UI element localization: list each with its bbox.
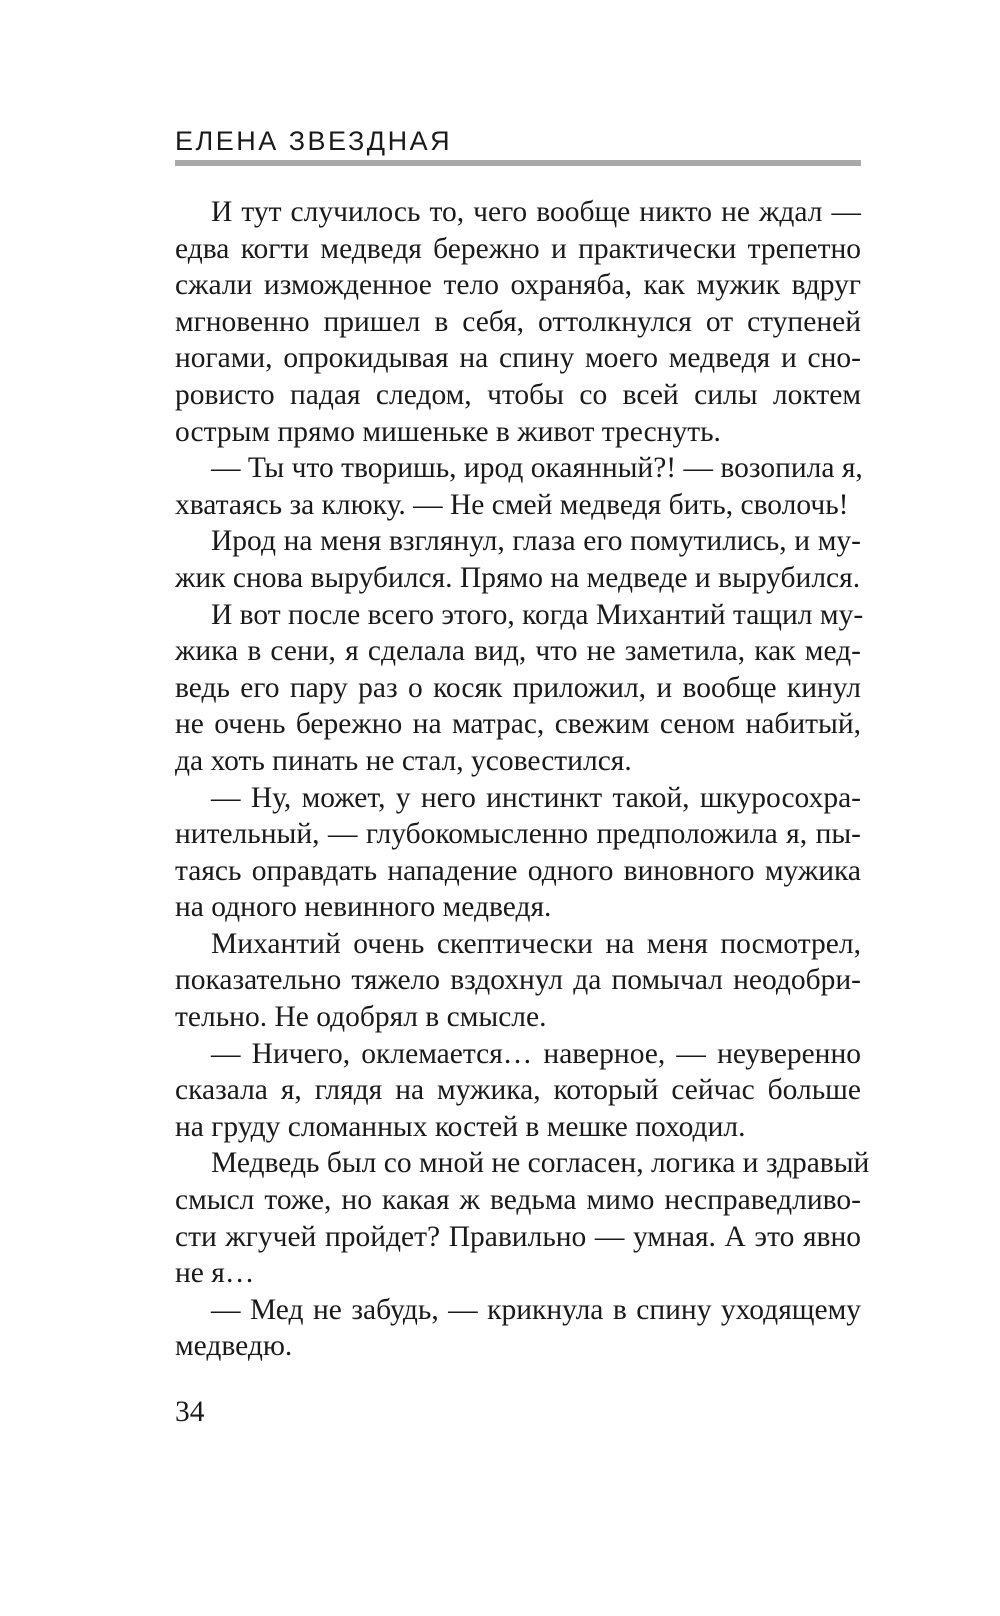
text-line: не очень бережно на матрас, свежим сеном набитый,	[175, 708, 861, 741]
text-line: ровисто падая следом, чтобы со всей силы локтем	[175, 378, 861, 411]
text-line: острым прямо мишеньке в живот треснуть.	[175, 415, 721, 448]
text-line: Михантий очень скептически на меня посмотрел,	[211, 927, 861, 960]
text-line: сжали изможденное тело охраняба, как мужик вдруг	[175, 269, 861, 302]
text-line: — Ну, может, у него инстинкт такой, шкуросохра-	[211, 781, 861, 814]
text-line: — Мед не забудь, — крикнула в спину уходящему	[211, 1293, 861, 1326]
text-line: Ирод на меня взглянул, глаза его помутились, и му-	[211, 525, 861, 558]
page-number: 34	[175, 1396, 205, 1428]
text-line: хватаясь за клюку. — Не смей медведя бить, сволочь!	[175, 488, 849, 521]
text-line: показательно тяжело вздохнул да помычал неодобри-	[175, 964, 861, 997]
text-line: медведю.	[175, 1330, 293, 1363]
text-line: Медведь был со мной не согласен, логика и здравый	[211, 1147, 870, 1180]
text-line: едва когти медведя бережно и практически трепетно	[175, 232, 861, 265]
text-line: И тут случилось то, чего вообще никто не ждал —	[211, 196, 861, 228]
text-line: на одного невинного медведя.	[175, 891, 552, 924]
text-line: сти жгучей пройдет? Правильно — умная. А это явно	[175, 1220, 861, 1253]
body-text	[175, 194, 870, 1365]
text-line: тельно. Не одобрял в смысле.	[175, 1001, 547, 1034]
text-line: ногами, опрокидывая на спину моего медведя и сно-	[175, 342, 861, 375]
text-line: ведь его пару раз о косяк приложил, и вообще кинул	[175, 671, 861, 704]
text-line: сказала я, глядя на мужика, который сейчас больше	[175, 1074, 861, 1107]
header-rule	[175, 160, 861, 166]
text-line: жик снова вырубился. Прямо на медведе и вырубился.	[175, 561, 861, 594]
running-head: ЕЛЕНА ЗВЕЗДНАЯ	[175, 126, 453, 156]
text-line: на груду сломанных костей в мешке походил.	[175, 1110, 746, 1143]
text-line: — Ты что творишь, ирод окаянный?! — возопила я,	[211, 452, 863, 485]
text-line: — Ничего, оклемается… наверное, — неуверенно	[211, 1037, 861, 1070]
text-line: нительный, — глубокомысленно предположила я, пы-	[175, 818, 861, 851]
text-line: не я…	[175, 1257, 255, 1290]
text-line: мгновенно пришел в себя, оттолкнулся от ступеней	[175, 305, 861, 338]
text-line: смысл тоже, но какая ж ведьма мимо несправедливо-	[175, 1184, 861, 1217]
text-line: жика в сени, я сделала вид, что не заметила, как мед-	[175, 635, 861, 668]
text-line: да хоть пинать не стал, усовестился.	[175, 744, 632, 777]
text-line: И вот после всего этого, когда Михантий тащил му-	[211, 598, 864, 631]
text-line: таясь оправдать нападение одного виновного мужика	[175, 854, 861, 887]
